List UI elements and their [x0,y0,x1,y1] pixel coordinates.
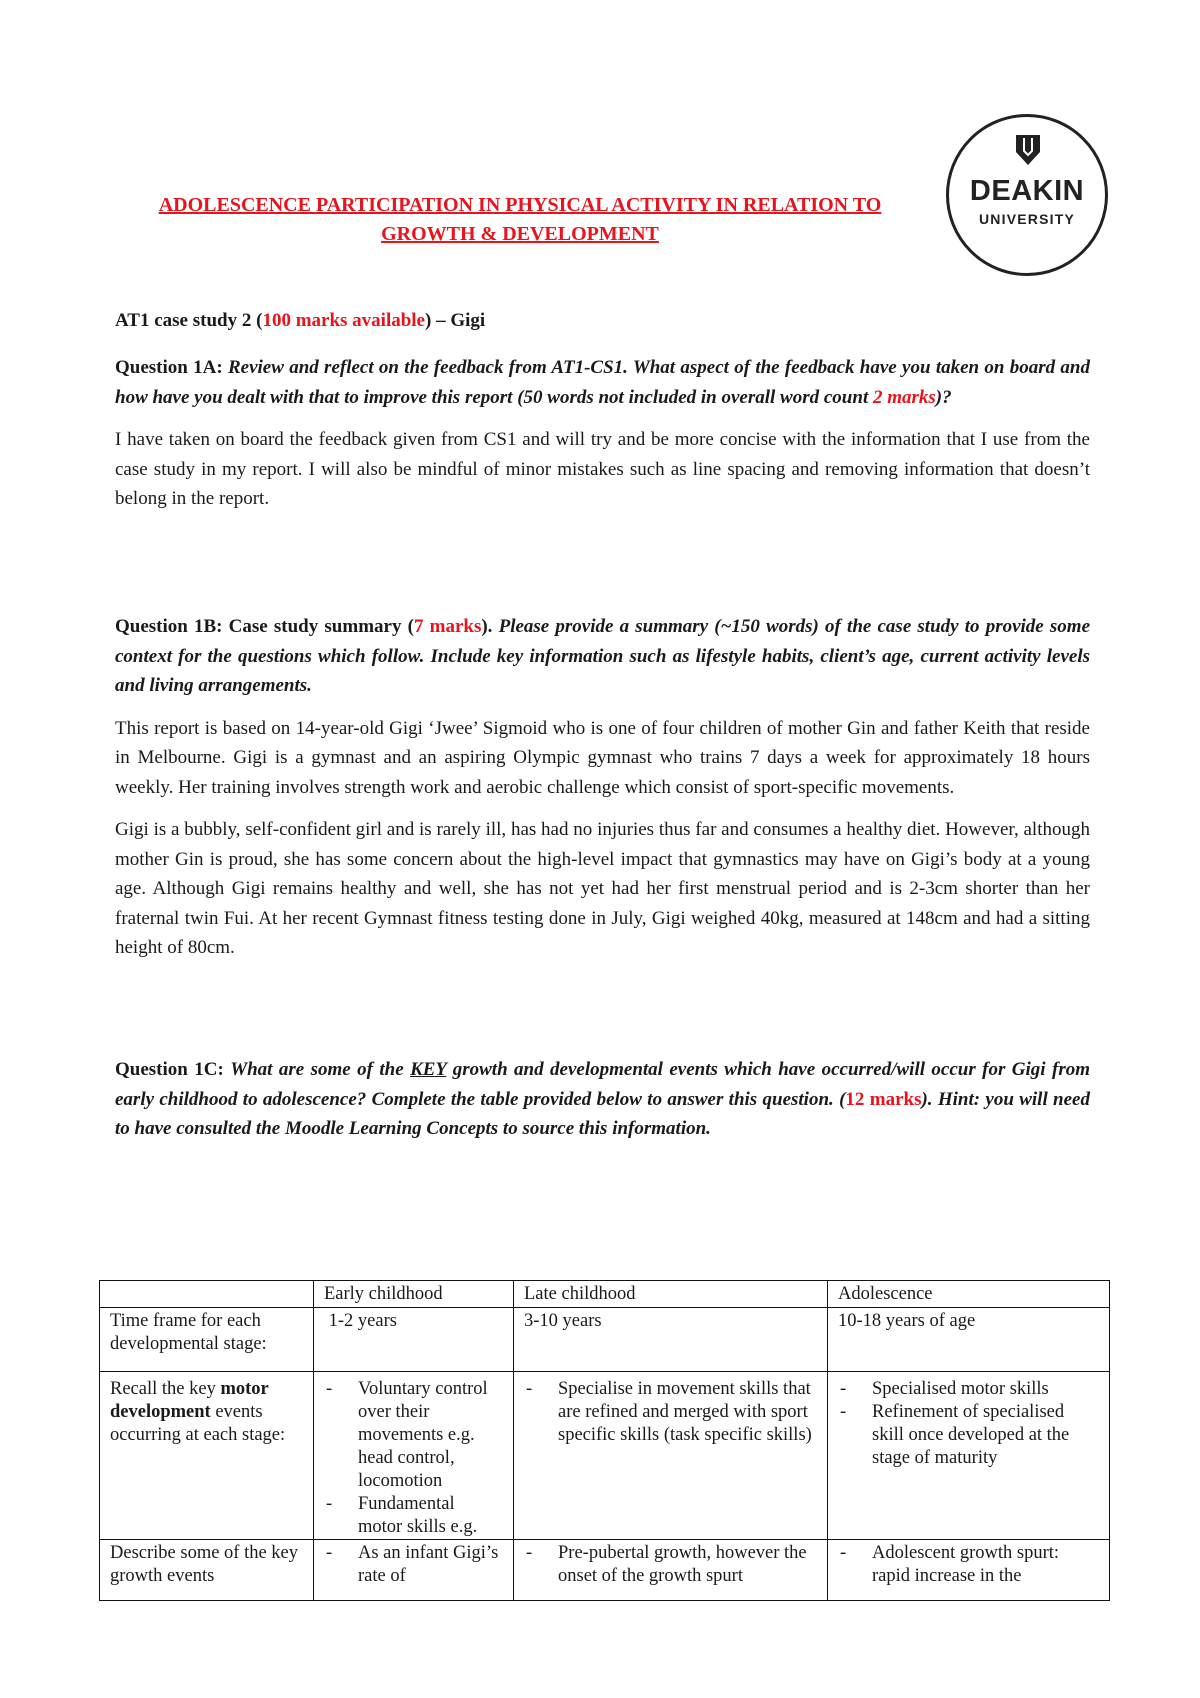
question-1a-label: Question 1A: [115,357,228,378]
question-1c-key: KEY [410,1059,447,1080]
question-1b-marks: 7 marks [413,616,482,637]
list-item: - Specialised motor skills [838,1378,1099,1401]
list-item: - Pre-pubertal growth, however the onset of the growth spurt [524,1542,817,1588]
cell-adol-growth [828,1540,1110,1601]
header-early-childhood: Early childhood [314,1281,514,1308]
deakin-logo [946,114,1108,276]
page-title [110,191,930,249]
question-1c-marks: 12 marks [845,1088,922,1110]
question-1c [115,1055,1090,1144]
shield-icon [1016,135,1040,165]
table-row [100,1372,1110,1540]
list-item: - Specialise in movement skills that are refined and merged with sport specific skills (task specific skills) [524,1378,817,1447]
summary-paragraph-2: Gigi is a bubbly, self-confident girl and is rarely ill, has had no injuries thus far and consumes a healthy diet. However, although mother Gin is proud, she has some concern about the high-level impact that gymnastics may have on Gigi’s body at a young age. Although Gigi remains healthy and well, she has not yet had her first menstrual period and is 2-3cm shorter than her fraternal twin Fui. At her recent Gymnast fitness testing done in July, Gigi weighed 40kg, measured at 148cm and had a sitting height of 80cm. [115,819,1090,958]
title-line-1: ADOLESCENCE PARTICIPATION IN PHYSICAL ACTIVITY IN RELATION TO [158,194,882,216]
cell-adol-time: 10-18 years of age [828,1308,1110,1372]
heading-marks: 100 marks available [262,310,425,331]
header-adolescence: Adolescence [828,1281,1110,1308]
question-1c-text-c: ). Hint: you will need to have consulted the Moodle Learning Concepts to source this information. [115,1088,1090,1139]
development-table [99,1280,1110,1601]
question-1a-answer: I have taken on board the feedback given from CS1 and will try and be more concise with the information that I use from the case study in my report. I will also be mindful of minor mistakes such as line spacing and removing information that doesn’t belong in the report. [115,429,1090,509]
question-1b-close: ). [481,616,499,637]
question-1a-prompt [115,353,1090,412]
question-1a-marks: 2 marks [872,386,936,408]
cell-late-time: 3-10 years [514,1308,828,1372]
list-item: - As an infant Gigi’s rate of [324,1542,503,1588]
row-label-motor: Recall the key motor development events occurring at each stage: [100,1372,314,1540]
cell-late-motor [514,1372,828,1540]
row-label-growth: Describe some of the key growth events [100,1540,314,1601]
heading-suffix: ) – Gigi [425,310,486,331]
question-1c-prompt [115,1055,1090,1144]
question-1b [115,612,1090,963]
cell-early-motor [314,1372,514,1540]
question-1b-label: Question 1B: Case study summary ( [115,616,414,637]
header-cell-empty [100,1281,314,1308]
table-row [100,1308,1110,1372]
question-1a-text: Review and reflect on the feedback from AT1-CS1. What aspect of the feedback have you taken on board and how have you dealt with that to improve this report (50 words not included in overall word count [115,357,1090,408]
question-1b-prompt [115,612,1090,701]
title-line-2: GROWTH & DEVELOPMENT [381,223,659,245]
table-row [100,1540,1110,1601]
logo-name: DEAKIN [969,175,1085,207]
list-item: - Adolescent growth spurt: rapid increase in the [838,1542,1099,1588]
summary-paragraph-1: This report is based on 14-year-old Gigi ‘Jwee’ Sigmoid who is one of four children of mother Gin and father Keith that reside in Melbourne. Gigi is a gymnast and an aspiring Olympic gymnast who trains 7 days a week for approximately 18 hours weekly. Her training involves strength work and aerobic challenge which consist of sport-specific movements. [115,717,1090,798]
question-1c-text-a: What are some of the [230,1059,411,1080]
question-1a [115,353,1090,514]
row-label-time-frame: Time frame for each developmental stage: [100,1308,314,1372]
table-header-row [100,1281,1110,1308]
cell-early-growth [314,1540,514,1601]
section-heading [115,306,1090,336]
heading-prefix: AT1 case study 2 ( [115,310,263,331]
list-item: - Refinement of specialised skill once developed at the stage of maturity [838,1401,1099,1470]
cell-late-growth [514,1540,828,1601]
header-late-childhood: Late childhood [514,1281,828,1308]
list-item: - Fundamental motor skills e.g. [324,1493,503,1539]
question-1c-label: Question 1C: [115,1059,231,1080]
question-1c-text-b: growth and developmental events which have occurred/will occur for Gigi from early childhood to adolescence? Complete the table provided below to answer this question. ( [115,1059,1090,1110]
logo-subname: UNIVERSITY [978,211,1075,227]
list-item: - Voluntary control over their movements e.g. head control, locomotion [324,1378,503,1493]
cell-early-time: 1-2 years [314,1308,514,1372]
question-1b-text: Please provide a summary (~150 words) of the case study to provide some context for the questions which follow. Include key information such as lifestyle habits, client’s age, current activity levels and living arrangements. [115,616,1091,696]
question-1a-end: )? [935,386,952,408]
cell-adol-motor [828,1372,1110,1540]
